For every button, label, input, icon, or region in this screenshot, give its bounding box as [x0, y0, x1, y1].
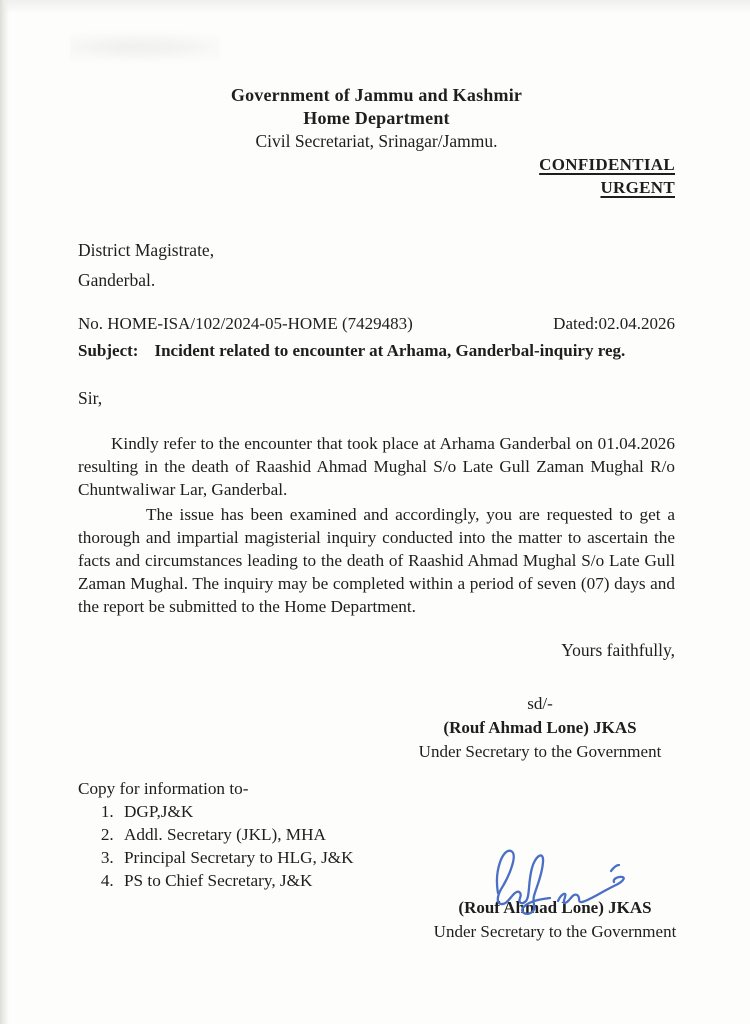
copy-list-item: 3. Principal Secretary to HLG, J&K: [118, 846, 675, 869]
body-paragraph-1: Kindly refer to the encounter that took place at Arhama Ganderbal on 01.04.2026 resulting in the death of Raashid Ahmad Mughal S/o Late Gull Zaman Mughal R/o Chuntwaliwar Lar, Ganderbal.: [78, 434, 675, 499]
secretariat-line: Civil Secretariat, Srinagar/Jammu.: [255, 131, 498, 151]
copy-list-heading: Copy for information to-: [78, 779, 249, 798]
reference-date: Dated:02.04.2026: [553, 314, 675, 333]
copy-list-item: 1. DGP,J&K: [118, 800, 675, 823]
scan-edge-shadow: [0, 0, 9, 1024]
letterhead: [78, 84, 675, 153]
subject-line: [78, 339, 675, 362]
signatory-block: [405, 692, 675, 764]
handwritten-signature: [460, 838, 650, 916]
reference-row: [78, 312, 675, 335]
bottom-signatory-block: [420, 838, 690, 944]
subject-text: Incident related to encounter at Arhama, Ganderbal-inquiry reg.: [154, 341, 626, 360]
addressee-title: District Magistrate,: [78, 240, 215, 260]
salutation: Sir,: [78, 388, 103, 408]
sd-mark: sd/-: [527, 694, 553, 713]
department-title: Home Department: [303, 108, 450, 128]
urgent-label: URGENT: [600, 178, 675, 197]
government-title: Government of Jammu and Kashmir: [230, 85, 523, 105]
bottom-signatory-name: (Rouf Ahmad Lone) JKAS: [458, 898, 652, 917]
signatory-name: (Rouf Ahmad Lone) JKAS: [443, 718, 637, 737]
bottom-signatory-designation: Under Secretary to the Government: [433, 922, 677, 941]
body-paragraph-2: The issue has been examined and accordingly, you are requested to get a thorough and impartial magisterial inquiry conducted into the matter to ascertain the facts and circumstances leading to the death of Raashid Ahmad Mughal S/o Late Gull Zaman Mughal. The inquiry may be completed within a period of seven (07) days and the report be submitted to the Home Department.: [78, 505, 675, 616]
reference-number: No. HOME-ISA/102/2024-05-HOME (7429483): [78, 314, 413, 333]
subject-label: Subject:: [78, 341, 139, 360]
signatory-designation: Under Secretary to the Government: [418, 742, 662, 761]
classification-block: [78, 153, 675, 199]
closing-phrase: Yours faithfully,: [561, 640, 675, 660]
confidential-label: CONFIDENTIAL: [539, 155, 675, 174]
copy-list-item: 2. Addl. Secretary (JKL), MHA: [118, 823, 675, 846]
addressee-place: Ganderbal.: [78, 270, 156, 290]
scan-top-shade: [0, 0, 750, 14]
copy-list-item: 4. PS to Chief Secretary, J&K: [118, 869, 675, 892]
addressee-block: [78, 235, 675, 295]
